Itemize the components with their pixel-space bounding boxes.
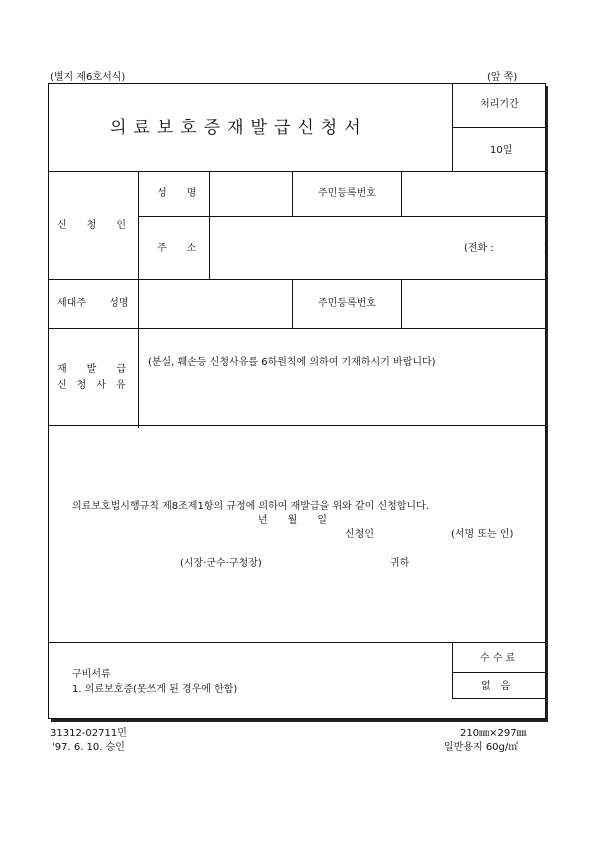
- row-line: [48, 171, 546, 172]
- row-line: [48, 642, 546, 643]
- row-line: [138, 216, 546, 217]
- signature-note: (서명 또는 인): [451, 529, 514, 540]
- row-line: [452, 127, 546, 128]
- fee-label: 수 수 료: [480, 653, 516, 664]
- declaration-statement: 의료보호법시행규칙 제8조제1항의 규정에 의하여 재발급을 위와 같이 신청합니다.: [72, 501, 429, 512]
- paper-size: 210㎜×297㎜: [460, 728, 527, 739]
- col-line: [401, 171, 402, 216]
- honorific-label: 귀하: [390, 558, 410, 569]
- recipient-label: (시장·군수·구청장): [180, 558, 262, 569]
- address-label: 주 소: [157, 243, 197, 254]
- col-line: [292, 171, 293, 216]
- required-document-item: 1. 의료보호증(못쓰게 된 경우에 한함): [72, 684, 238, 695]
- rrn-label: 주민등록번호: [318, 188, 376, 199]
- form-title: 의료보호증재발급신청서: [110, 118, 368, 138]
- approval-date: '97. 6. 10. 승인: [52, 742, 125, 753]
- applicant-signature-label: 신청인: [345, 529, 374, 540]
- household-head-label: 세대주 성명: [57, 298, 129, 309]
- form-frame: [48, 83, 546, 719]
- name-label: 성 명: [157, 188, 197, 199]
- col-line: [138, 171, 139, 428]
- col-line: [209, 171, 210, 279]
- reason-label-line1: 재 발 급: [57, 364, 126, 375]
- col-line: [452, 83, 453, 171]
- row-line: [48, 328, 546, 329]
- processing-period-label: 처리기간: [480, 99, 519, 110]
- col-line: [452, 642, 453, 698]
- declaration-date[interactable]: 년 월 일: [258, 515, 327, 526]
- row-line: [452, 672, 546, 673]
- form-number: (별지 제6호서식): [50, 72, 126, 83]
- applicant-section-label: 신 청 인: [57, 220, 126, 231]
- fee-value: 없 음: [481, 681, 511, 692]
- form-code: 31312-02711민: [50, 728, 127, 739]
- row-line: [452, 698, 546, 699]
- page-side-label: (앞 쪽): [487, 72, 518, 83]
- reason-label-line2: 신 청 사 유: [57, 380, 126, 391]
- household-rrn-label: 주민등록번호: [318, 298, 376, 309]
- col-line: [401, 279, 402, 328]
- phone-label: (전화 : ): [464, 243, 548, 254]
- paper-type: 일반용지 60g/㎡: [444, 742, 519, 753]
- row-line: [48, 425, 546, 426]
- col-line: [292, 279, 293, 328]
- processing-period-value: 10일: [490, 145, 513, 156]
- reason-instruction[interactable]: (분실, 훼손등 신청사유를 6하원칙에 의하여 기재하시기 바랍니다): [148, 357, 436, 368]
- row-line: [48, 279, 546, 280]
- required-documents-label: 구비서류: [72, 669, 111, 680]
